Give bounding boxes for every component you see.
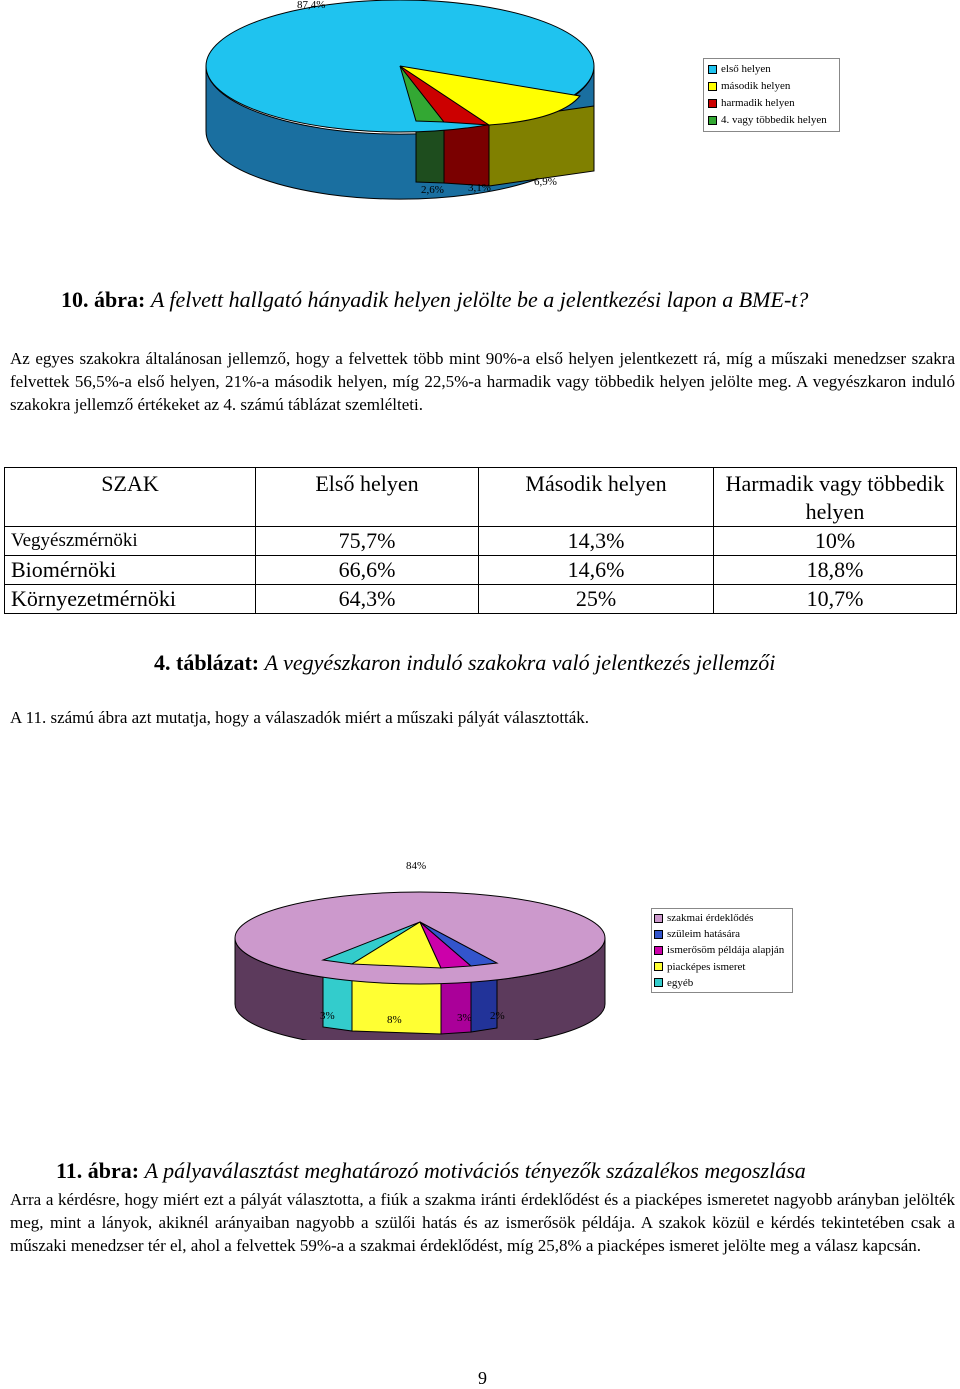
legend-item xyxy=(706,112,839,129)
table-cell: 10,7% xyxy=(714,585,957,614)
table-cell: 64,3% xyxy=(256,585,479,614)
pie-2-label-ismeros: 3% xyxy=(457,1012,472,1024)
paragraph-1: Az egyes szakokra általánosan jellemző, hogy a felvettek több mint 90%-a első helyen jelentkezett rá, míg a műszaki menedzser szakra felvettek 56,5%-a első helyen, 21%-a második helyen, míg 22,5%-a harmadik vagy többedik helyen jelölte meg. A vegyészkaron induló szakokra jellemző értékeket az 4. számú táblázat szemlélteti. xyxy=(10,349,955,414)
table-header-row xyxy=(5,468,957,527)
table-row xyxy=(5,556,957,585)
caption-text: A felvett hallgató hányadik helyen jelölte be a jelentkezési lapon a BME-t? xyxy=(150,287,809,312)
legend-item xyxy=(652,975,792,991)
table-caption-4 xyxy=(154,650,775,676)
legend-label: szakmai érdeklődés xyxy=(667,912,754,924)
table-row xyxy=(5,527,957,556)
legend-item xyxy=(706,95,839,112)
caption-number: 10. ábra: xyxy=(61,287,146,312)
pie-2-label-szuleim: 2% xyxy=(490,1010,505,1022)
table-cell: 75,7% xyxy=(256,527,479,556)
pie-1-label-3rd: 3,1% xyxy=(468,182,491,194)
legend-swatch xyxy=(708,99,717,108)
table-header: Harmadik vagy többedik helyen xyxy=(714,468,957,527)
legend-label: 4. vagy többedik helyen xyxy=(721,114,827,126)
legend-item xyxy=(652,959,792,975)
legend-swatch xyxy=(654,914,663,923)
table-cell: 25% xyxy=(479,585,714,614)
legend-swatch xyxy=(654,978,663,987)
legend-item xyxy=(652,926,792,942)
pie-1-label-2nd: 6,9% xyxy=(534,176,557,188)
legend-label: második helyen xyxy=(721,80,791,92)
legend-label: szüleim hatására xyxy=(667,928,740,941)
pie-2-label-egyeb: 3% xyxy=(320,1010,335,1022)
legend-label: első helyen xyxy=(721,63,771,75)
page-number: 9 xyxy=(478,1368,487,1388)
legend-label: piacképes ismeret xyxy=(667,960,746,973)
paragraph-2: A 11. számú ábra azt mutatja, hogy a válaszadók miért a műszaki pályát választották. xyxy=(10,708,590,727)
legend-swatch xyxy=(654,946,663,955)
table-cell: 10% xyxy=(714,527,957,556)
pie-2-label-szakmai: 84% xyxy=(406,860,427,872)
data-table xyxy=(4,467,957,614)
table-cell: Biomérnöki xyxy=(5,556,256,585)
table-cell: 14,3% xyxy=(479,527,714,556)
legend-swatch xyxy=(708,82,717,91)
legend-swatch xyxy=(654,962,663,971)
figure-caption-11 xyxy=(56,1158,806,1184)
pie-1-label-4th: 2,6% xyxy=(421,184,444,196)
caption-text: A pályaválasztást meghatározó motivációs tényezők százalékos megoszlása xyxy=(144,1158,806,1183)
table-cell: Vegyészmérnöki xyxy=(5,527,256,556)
pie-chart-2 xyxy=(0,860,960,1040)
pie-1-label-first: 87,4% xyxy=(297,0,326,11)
legend-label: ismerősöm példája alapján xyxy=(667,944,785,957)
paragraph-3: Arra a kérdésre, hogy miért ezt a pályát választotta, a fiúk a szakma iránti érdeklődést és a piacképes ismeretet nagyobb arányban jelölték meg, mint a lányok, akiknél arányaiban nagyobb a szülői hatás és az ismerősök példája. A szakok közül e kérdés tekintetében csak a műszaki menedzser tér el, ahol a felvettek 59%-a a szakmai érdeklődést, míg 25,8% a piacképes ismeret jelölte meg a válasz kapcsán. xyxy=(10,1190,955,1255)
legend-item xyxy=(706,78,839,95)
caption-text: A vegyészkaron induló szakokra való jelentkezés jellemzői xyxy=(264,650,776,675)
table-header: Második helyen xyxy=(479,468,714,527)
legend-item xyxy=(652,910,792,926)
legend-swatch xyxy=(708,65,717,74)
table-cell: 66,6% xyxy=(256,556,479,585)
table-header: SZAK xyxy=(5,468,256,527)
legend-item xyxy=(652,942,792,958)
pie-1-legend xyxy=(703,58,840,132)
table-cell: Környezetmérnöki xyxy=(5,585,256,614)
pie-2-label-piac: 8% xyxy=(387,1014,402,1026)
caption-number: 11. ábra: xyxy=(56,1158,140,1183)
table-header: Első helyen xyxy=(256,468,479,527)
figure-caption-10 xyxy=(61,287,808,313)
table-cell: 14,6% xyxy=(479,556,714,585)
table-row xyxy=(5,585,957,614)
legend-label: egyéb xyxy=(667,976,694,989)
table-cell: 18,8% xyxy=(714,556,957,585)
legend-swatch xyxy=(654,930,663,939)
legend-item xyxy=(706,61,839,78)
caption-number: 4. táblázat: xyxy=(154,650,260,675)
legend-label: harmadik helyen xyxy=(721,97,795,109)
pie-2-legend xyxy=(651,908,793,993)
legend-swatch xyxy=(708,116,717,125)
